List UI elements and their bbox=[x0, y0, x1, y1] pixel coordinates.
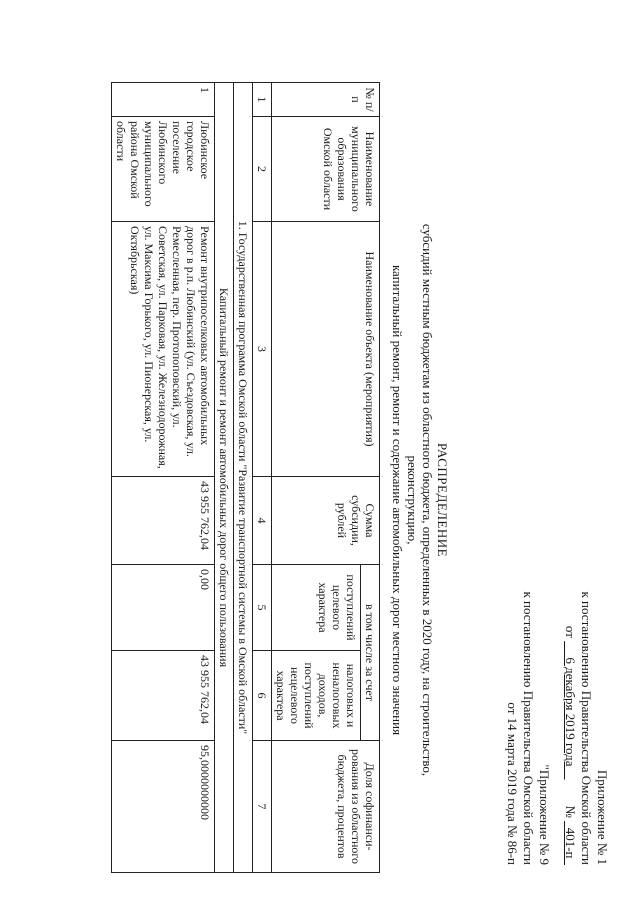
col-number: 2 bbox=[253, 117, 272, 222]
date-prefix: от bbox=[563, 625, 578, 638]
table-header-row bbox=[361, 83, 380, 873]
row-targeted: 0,00 bbox=[112, 565, 215, 651]
appendix9-to: к постановлению Правительства Омской области bbox=[521, 591, 536, 865]
document-title bbox=[390, 180, 450, 820]
header-targeted: поступлений целевого характера bbox=[272, 565, 361, 651]
col-number: 7 bbox=[253, 741, 272, 873]
appendix1-date: 6 декабря 2019 года bbox=[563, 657, 578, 767]
row-object: Ремонт внутрипоселковых автомобильных дорог в р.п. Любинский (ул. Съездовская, ул. Ремесленная, пер. Протопоповский, ул. Советская, ул. Парковая, ул. Железнодорожная, ул. Максима Горького, ул. Пионерская, ул. Октябрьская) bbox=[112, 222, 215, 477]
appendix9-title: "Приложение № 9 bbox=[537, 764, 552, 865]
table-row bbox=[112, 83, 215, 873]
header-object: Наименование объекта (мероприятия) bbox=[272, 222, 380, 477]
appendix1-title: Приложение № 1 bbox=[595, 769, 610, 865]
subsection-row bbox=[215, 83, 234, 873]
subsection-title: Капитальный ремонт и ремонт автомобильных дорог общего пользования bbox=[215, 83, 234, 873]
header-municipality: Наименование муниципального образования Омской области bbox=[272, 117, 380, 222]
section-row bbox=[234, 83, 253, 873]
title-heading: РАСПРЕДЕЛЕНИЕ bbox=[435, 442, 450, 558]
col-number: 4 bbox=[253, 477, 272, 565]
header-tax: налоговых и неналоговых доходов, поступлений нецелевого характера bbox=[272, 651, 361, 741]
col-number: 1 bbox=[253, 83, 272, 117]
row-num: 1 bbox=[112, 83, 215, 117]
col-number: 5 bbox=[253, 565, 272, 651]
distribution-table bbox=[111, 82, 380, 873]
appendix9-date: от 14 марта 2019 года № 86-п bbox=[505, 702, 520, 865]
row-share: 95,0000000000 bbox=[112, 741, 215, 873]
row-municipality: Любинское городское поселение Любинского муниципального района Омской области bbox=[112, 117, 215, 222]
header-num: № п/п bbox=[272, 83, 380, 117]
title-line-2: капитальный ремонт, ремонт и содержание автомобильных дорог местного значения bbox=[390, 264, 405, 736]
header-sum: Сумма субсидии, рублей bbox=[272, 477, 380, 565]
row-tax: 43 955 762,04 bbox=[112, 651, 215, 741]
title-line-1: субсидий местным бюджетам из областного бюджета, определенных в 2020 году, на строительство, реконструкцию, bbox=[405, 223, 435, 777]
row-sum: 43 955 762,04 bbox=[112, 477, 215, 565]
col-number: 6 bbox=[253, 651, 272, 741]
header-share: Доля софинанси-рования из областного бюджета, процентов bbox=[272, 741, 380, 873]
section-title: 1. Государственная программа Омской области "Развитие транспортной системы в Омской области" bbox=[234, 83, 253, 873]
header-including: в том числе за счет bbox=[361, 565, 380, 741]
num-prefix: № bbox=[563, 805, 578, 818]
col-number: 3 bbox=[253, 222, 272, 477]
appendix1-date-line bbox=[562, 591, 578, 865]
appendix1-number: 401-п bbox=[563, 827, 578, 859]
column-number-row bbox=[253, 83, 272, 873]
appendix1-to: к постановлению Правительства Омской области bbox=[579, 591, 594, 865]
header-block bbox=[504, 591, 610, 865]
